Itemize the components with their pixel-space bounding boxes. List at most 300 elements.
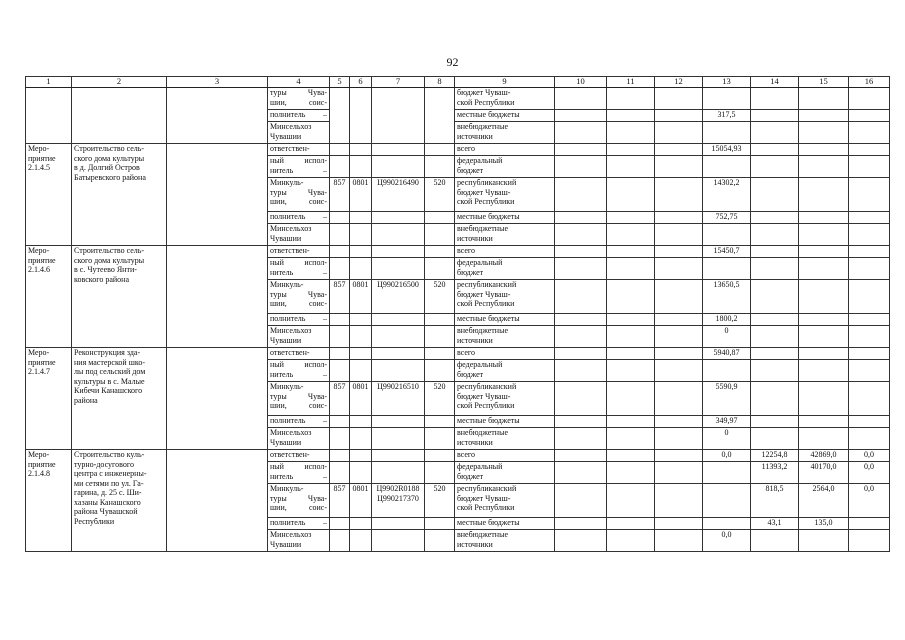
table-cell xyxy=(425,212,455,224)
responsible-cell: полнитель – xyxy=(268,110,330,122)
table-row xyxy=(26,77,890,88)
table-cell xyxy=(799,122,849,144)
table-cell xyxy=(607,246,655,258)
value-cell: 15450,7 xyxy=(703,246,751,258)
grbs-code: 857 xyxy=(330,484,350,518)
responsible-cell: Минсельхоз Чувашии xyxy=(268,428,330,450)
table-cell xyxy=(555,428,607,450)
table-cell xyxy=(655,88,703,110)
table-row xyxy=(26,246,890,258)
table-cell xyxy=(425,144,455,156)
source-cell: местные бюджеты xyxy=(455,518,555,530)
expense-type-code: 520 xyxy=(425,382,455,416)
table-cell xyxy=(607,382,655,416)
value-cell xyxy=(751,224,799,246)
table-cell xyxy=(330,462,350,484)
table-cell xyxy=(350,518,372,530)
table-cell xyxy=(607,462,655,484)
table-cell xyxy=(607,122,655,144)
table-cell xyxy=(425,462,455,484)
table-cell xyxy=(350,326,372,348)
table-cell xyxy=(555,348,607,360)
value-cell xyxy=(703,224,751,246)
source-cell: республиканский бюджет Чуваш- ской Республики xyxy=(455,178,555,212)
source-cell: республиканский бюджет Чуваш- ской Республики xyxy=(455,280,555,314)
table-cell xyxy=(330,258,350,280)
value-cell xyxy=(703,122,751,144)
value-cell: 42869,0 xyxy=(799,450,849,462)
table-cell xyxy=(799,110,849,122)
responsible-cell: Минкуль- туры Чува- шии, соис- xyxy=(268,484,330,518)
value-cell xyxy=(849,428,890,450)
responsible-cell: полнитель – xyxy=(268,518,330,530)
source-cell: всего xyxy=(455,348,555,360)
responsible-cell: ответствен- xyxy=(268,450,330,462)
value-cell: 317,5 xyxy=(703,110,751,122)
column-header: 15 xyxy=(799,77,849,88)
table-cell xyxy=(330,416,350,428)
table-cell xyxy=(330,450,350,462)
value-cell xyxy=(799,348,849,360)
value-cell: 0,0 xyxy=(849,462,890,484)
col3-cell xyxy=(167,348,268,450)
value-cell xyxy=(799,326,849,348)
column-header: 12 xyxy=(655,77,703,88)
table-cell xyxy=(425,156,455,178)
table-cell xyxy=(607,428,655,450)
table-cell xyxy=(655,122,703,144)
table-cell xyxy=(607,110,655,122)
table-cell xyxy=(655,280,703,314)
table-cell xyxy=(555,326,607,348)
value-cell xyxy=(849,530,890,552)
value-cell: 40170,0 xyxy=(799,462,849,484)
value-cell xyxy=(751,428,799,450)
value-cell xyxy=(703,462,751,484)
table-cell xyxy=(350,348,372,360)
table-cell xyxy=(655,484,703,518)
table-cell xyxy=(425,224,455,246)
table-cell xyxy=(372,144,425,156)
table-cell xyxy=(555,462,607,484)
table-cell xyxy=(607,416,655,428)
table-cell xyxy=(372,224,425,246)
column-header: 7 xyxy=(372,77,425,88)
table-cell xyxy=(655,518,703,530)
responsible-cell: ответствен- xyxy=(268,144,330,156)
table-cell xyxy=(555,450,607,462)
table-cell xyxy=(607,484,655,518)
table-cell xyxy=(555,178,607,212)
source-cell: местные бюджеты xyxy=(455,314,555,326)
source-cell: всего xyxy=(455,246,555,258)
table-cell xyxy=(350,314,372,326)
value-cell xyxy=(799,212,849,224)
value-cell xyxy=(703,360,751,382)
table-row xyxy=(26,88,890,110)
table-cell xyxy=(555,518,607,530)
table-cell xyxy=(330,246,350,258)
value-cell xyxy=(849,178,890,212)
table-cell xyxy=(849,88,890,110)
table-cell xyxy=(372,530,425,552)
value-cell xyxy=(751,246,799,258)
table-cell xyxy=(655,314,703,326)
table-cell xyxy=(350,450,372,462)
responsible-cell: полнитель – xyxy=(268,416,330,428)
table-cell xyxy=(655,450,703,462)
code-part-cell xyxy=(350,88,372,144)
table-cell xyxy=(330,360,350,382)
table-cell xyxy=(350,246,372,258)
responsible-cell: Минкуль- туры Чува- шии, соис- xyxy=(268,280,330,314)
table-cell xyxy=(655,416,703,428)
table-cell xyxy=(350,416,372,428)
responsible-cell: ответствен- xyxy=(268,348,330,360)
table-cell xyxy=(607,360,655,382)
table-cell xyxy=(350,258,372,280)
target-article-code: Ц9902R0188 Ц990217370 xyxy=(372,484,425,518)
expense-type-code: 520 xyxy=(425,484,455,518)
value-cell: 11393,2 xyxy=(751,462,799,484)
table-cell xyxy=(372,156,425,178)
table-cell xyxy=(607,144,655,156)
value-cell: 0,0 xyxy=(849,484,890,518)
table-cell xyxy=(330,212,350,224)
table-cell xyxy=(655,212,703,224)
table-cell xyxy=(607,348,655,360)
value-cell xyxy=(751,156,799,178)
value-cell xyxy=(751,314,799,326)
responsible-cell: ный испол- нитель – xyxy=(268,258,330,280)
table-cell xyxy=(751,88,799,110)
target-article-code: Ц990216510 xyxy=(372,382,425,416)
table-cell xyxy=(555,110,607,122)
table-cell xyxy=(372,258,425,280)
value-cell: 0 xyxy=(703,428,751,450)
column-header: 14 xyxy=(751,77,799,88)
table-cell xyxy=(330,518,350,530)
value-cell: 2564,0 xyxy=(799,484,849,518)
table-cell xyxy=(330,144,350,156)
table-cell xyxy=(655,348,703,360)
event-name: Строительство куль- турно-досугового центра с инженерны- ми сетями по ул. Га- гарина, д. 25 с. Ши- хазаны Канашского района Чувашской Республики xyxy=(72,450,167,552)
value-cell xyxy=(751,530,799,552)
table-cell xyxy=(425,428,455,450)
responsible-cell: ответствен- xyxy=(268,246,330,258)
event-code: Меро- приятие 2.1.4.7 xyxy=(26,348,72,450)
column-header: 16 xyxy=(849,77,890,88)
value-cell xyxy=(799,382,849,416)
source-cell: внебюджетные источники xyxy=(455,122,555,144)
value-cell: 349,97 xyxy=(703,416,751,428)
value-cell: 0,0 xyxy=(849,450,890,462)
table-cell xyxy=(425,326,455,348)
value-cell xyxy=(849,280,890,314)
table-cell xyxy=(350,530,372,552)
table-cell xyxy=(607,450,655,462)
table-cell xyxy=(425,530,455,552)
table-cell xyxy=(555,224,607,246)
value-cell xyxy=(703,88,751,110)
table-cell xyxy=(607,224,655,246)
value-cell xyxy=(799,156,849,178)
table-cell xyxy=(555,88,607,110)
table-cell xyxy=(751,122,799,144)
responsible-cell: Минсельхоз Чувашии xyxy=(268,224,330,246)
value-cell xyxy=(849,258,890,280)
code-part-cell xyxy=(372,88,425,144)
code-part-cell xyxy=(425,88,455,144)
table-cell xyxy=(350,156,372,178)
table-cell xyxy=(555,314,607,326)
value-cell xyxy=(849,212,890,224)
value-cell: 5940,87 xyxy=(703,348,751,360)
responsible-cell: ный испол- нитель – xyxy=(268,360,330,382)
source-cell: местные бюджеты xyxy=(455,110,555,122)
value-cell xyxy=(799,314,849,326)
value-cell xyxy=(703,258,751,280)
table-cell xyxy=(425,416,455,428)
value-cell xyxy=(751,416,799,428)
table-cell xyxy=(607,88,655,110)
col3-cell xyxy=(167,144,268,246)
value-cell xyxy=(751,360,799,382)
table-cell xyxy=(555,530,607,552)
table-cell xyxy=(799,88,849,110)
table-cell xyxy=(655,144,703,156)
table-cell xyxy=(372,360,425,382)
value-cell xyxy=(751,326,799,348)
value-cell xyxy=(751,258,799,280)
table-cell xyxy=(330,348,350,360)
value-cell: 12254,8 xyxy=(751,450,799,462)
target-article-code: Ц990216500 xyxy=(372,280,425,314)
responsible-cell: Минсельхоз Чувашии xyxy=(268,530,330,552)
value-cell xyxy=(849,518,890,530)
grbs-code: 857 xyxy=(330,280,350,314)
responsible-cell: полнитель – xyxy=(268,212,330,224)
table-cell xyxy=(607,178,655,212)
col3-cell xyxy=(167,450,268,552)
section-code: 0801 xyxy=(350,484,372,518)
section-code: 0801 xyxy=(350,382,372,416)
source-cell: внебюджетные источники xyxy=(455,428,555,450)
value-cell xyxy=(849,314,890,326)
column-header: 2 xyxy=(72,77,167,88)
col3-cell xyxy=(167,246,268,348)
table-cell xyxy=(655,110,703,122)
event-code: Меро- приятие 2.1.4.8 xyxy=(26,450,72,552)
value-cell: 14302,2 xyxy=(703,178,751,212)
table-cell xyxy=(425,360,455,382)
code-part-cell xyxy=(330,88,350,144)
table-cell xyxy=(350,360,372,382)
value-cell xyxy=(849,416,890,428)
table-cell xyxy=(655,224,703,246)
source-cell: местные бюджеты xyxy=(455,416,555,428)
value-cell: 0,0 xyxy=(703,450,751,462)
table-cell xyxy=(425,348,455,360)
source-cell: федеральный бюджет xyxy=(455,360,555,382)
column-header: 13 xyxy=(703,77,751,88)
column-header: 4 xyxy=(268,77,330,88)
value-cell xyxy=(799,144,849,156)
responsible-cell: ный испол- нитель – xyxy=(268,156,330,178)
column-header: 5 xyxy=(330,77,350,88)
table-cell xyxy=(555,360,607,382)
table-cell xyxy=(849,110,890,122)
table-cell xyxy=(372,246,425,258)
value-cell xyxy=(751,348,799,360)
responsible-cell: Минсельхоз Чувашии xyxy=(268,326,330,348)
table-cell xyxy=(655,382,703,416)
table-cell xyxy=(607,518,655,530)
code-cell xyxy=(26,88,72,144)
col3-cell xyxy=(167,88,268,144)
value-cell xyxy=(751,144,799,156)
table-cell xyxy=(330,314,350,326)
table-cell xyxy=(555,382,607,416)
responsible-cell: Минкуль- туры Чува- шии, соис- xyxy=(268,382,330,416)
value-cell xyxy=(849,224,890,246)
table-cell xyxy=(849,122,890,144)
table-cell xyxy=(425,246,455,258)
expense-type-code: 520 xyxy=(425,280,455,314)
value-cell xyxy=(799,360,849,382)
value-cell: 1800,2 xyxy=(703,314,751,326)
value-cell xyxy=(799,530,849,552)
value-cell: 15054,93 xyxy=(703,144,751,156)
name-cell xyxy=(72,88,167,144)
table-cell xyxy=(330,326,350,348)
responsible-cell: туры Чува- шии, соис- xyxy=(268,88,330,110)
column-header: 11 xyxy=(607,77,655,88)
value-cell xyxy=(799,258,849,280)
table-cell xyxy=(425,450,455,462)
table-cell xyxy=(655,326,703,348)
value-cell xyxy=(751,178,799,212)
table-cell xyxy=(372,428,425,450)
value-cell: 13650,5 xyxy=(703,280,751,314)
column-header: 3 xyxy=(167,77,268,88)
value-cell: 5590,9 xyxy=(703,382,751,416)
value-cell xyxy=(849,348,890,360)
column-header: 1 xyxy=(26,77,72,88)
table-cell xyxy=(655,462,703,484)
responsible-cell: полнитель – xyxy=(268,314,330,326)
table-cell xyxy=(372,416,425,428)
table-cell xyxy=(655,156,703,178)
table-cell xyxy=(555,280,607,314)
source-cell: федеральный бюджет xyxy=(455,258,555,280)
section-code: 0801 xyxy=(350,280,372,314)
table-cell xyxy=(555,416,607,428)
table-cell xyxy=(607,258,655,280)
table-cell xyxy=(555,212,607,224)
table-cell xyxy=(555,122,607,144)
value-cell xyxy=(751,382,799,416)
table-cell xyxy=(555,258,607,280)
table-cell xyxy=(655,360,703,382)
value-cell: 135,0 xyxy=(799,518,849,530)
value-cell xyxy=(849,326,890,348)
value-cell xyxy=(799,428,849,450)
event-name: Реконструкция зда- ния мастерской шко- лы под сельский дом культуры в с. Малые Кибечи Канашского района xyxy=(72,348,167,450)
table-cell xyxy=(330,224,350,246)
target-article-code: Ц990216490 xyxy=(372,178,425,212)
table-cell xyxy=(607,156,655,178)
table-cell xyxy=(372,450,425,462)
table-cell xyxy=(555,156,607,178)
table-cell xyxy=(751,110,799,122)
program-table xyxy=(25,76,890,552)
expense-type-code: 520 xyxy=(425,178,455,212)
table-cell xyxy=(372,348,425,360)
table-cell xyxy=(555,484,607,518)
responsible-cell: Минсельхоз Чувашии xyxy=(268,122,330,144)
value-cell xyxy=(703,156,751,178)
table-cell xyxy=(372,326,425,348)
value-cell xyxy=(849,382,890,416)
table-cell xyxy=(607,530,655,552)
table-cell xyxy=(655,428,703,450)
value-cell: 818,5 xyxy=(751,484,799,518)
responsible-cell: Минкуль- туры Чува- шии, соис- xyxy=(268,178,330,212)
value-cell xyxy=(751,280,799,314)
table-cell xyxy=(350,462,372,484)
table-cell xyxy=(425,314,455,326)
value-cell xyxy=(849,156,890,178)
table-cell xyxy=(607,314,655,326)
table-cell xyxy=(350,144,372,156)
table-cell xyxy=(655,258,703,280)
value-cell xyxy=(703,484,751,518)
value-cell xyxy=(799,178,849,212)
table-cell xyxy=(372,462,425,484)
source-cell: всего xyxy=(455,450,555,462)
column-header: 9 xyxy=(455,77,555,88)
table-cell xyxy=(372,518,425,530)
source-cell: местные бюджеты xyxy=(455,212,555,224)
table-cell xyxy=(607,326,655,348)
value-cell: 752,75 xyxy=(703,212,751,224)
table-row xyxy=(26,348,890,360)
table-cell xyxy=(350,224,372,246)
table-cell xyxy=(555,246,607,258)
table-cell xyxy=(655,530,703,552)
source-cell: всего xyxy=(455,144,555,156)
table-cell xyxy=(330,428,350,450)
column-header: 8 xyxy=(425,77,455,88)
table-row xyxy=(26,450,890,462)
value-cell xyxy=(799,280,849,314)
table-cell xyxy=(555,144,607,156)
value-cell: 43,1 xyxy=(751,518,799,530)
table-cell xyxy=(330,530,350,552)
table-cell xyxy=(372,212,425,224)
value-cell xyxy=(799,224,849,246)
source-cell: федеральный бюджет xyxy=(455,156,555,178)
value-cell xyxy=(799,246,849,258)
table-cell xyxy=(607,212,655,224)
value-cell: 0 xyxy=(703,326,751,348)
column-header: 10 xyxy=(555,77,607,88)
column-header: 6 xyxy=(350,77,372,88)
value-cell xyxy=(751,212,799,224)
value-cell: 0,0 xyxy=(703,530,751,552)
grbs-code: 857 xyxy=(330,178,350,212)
